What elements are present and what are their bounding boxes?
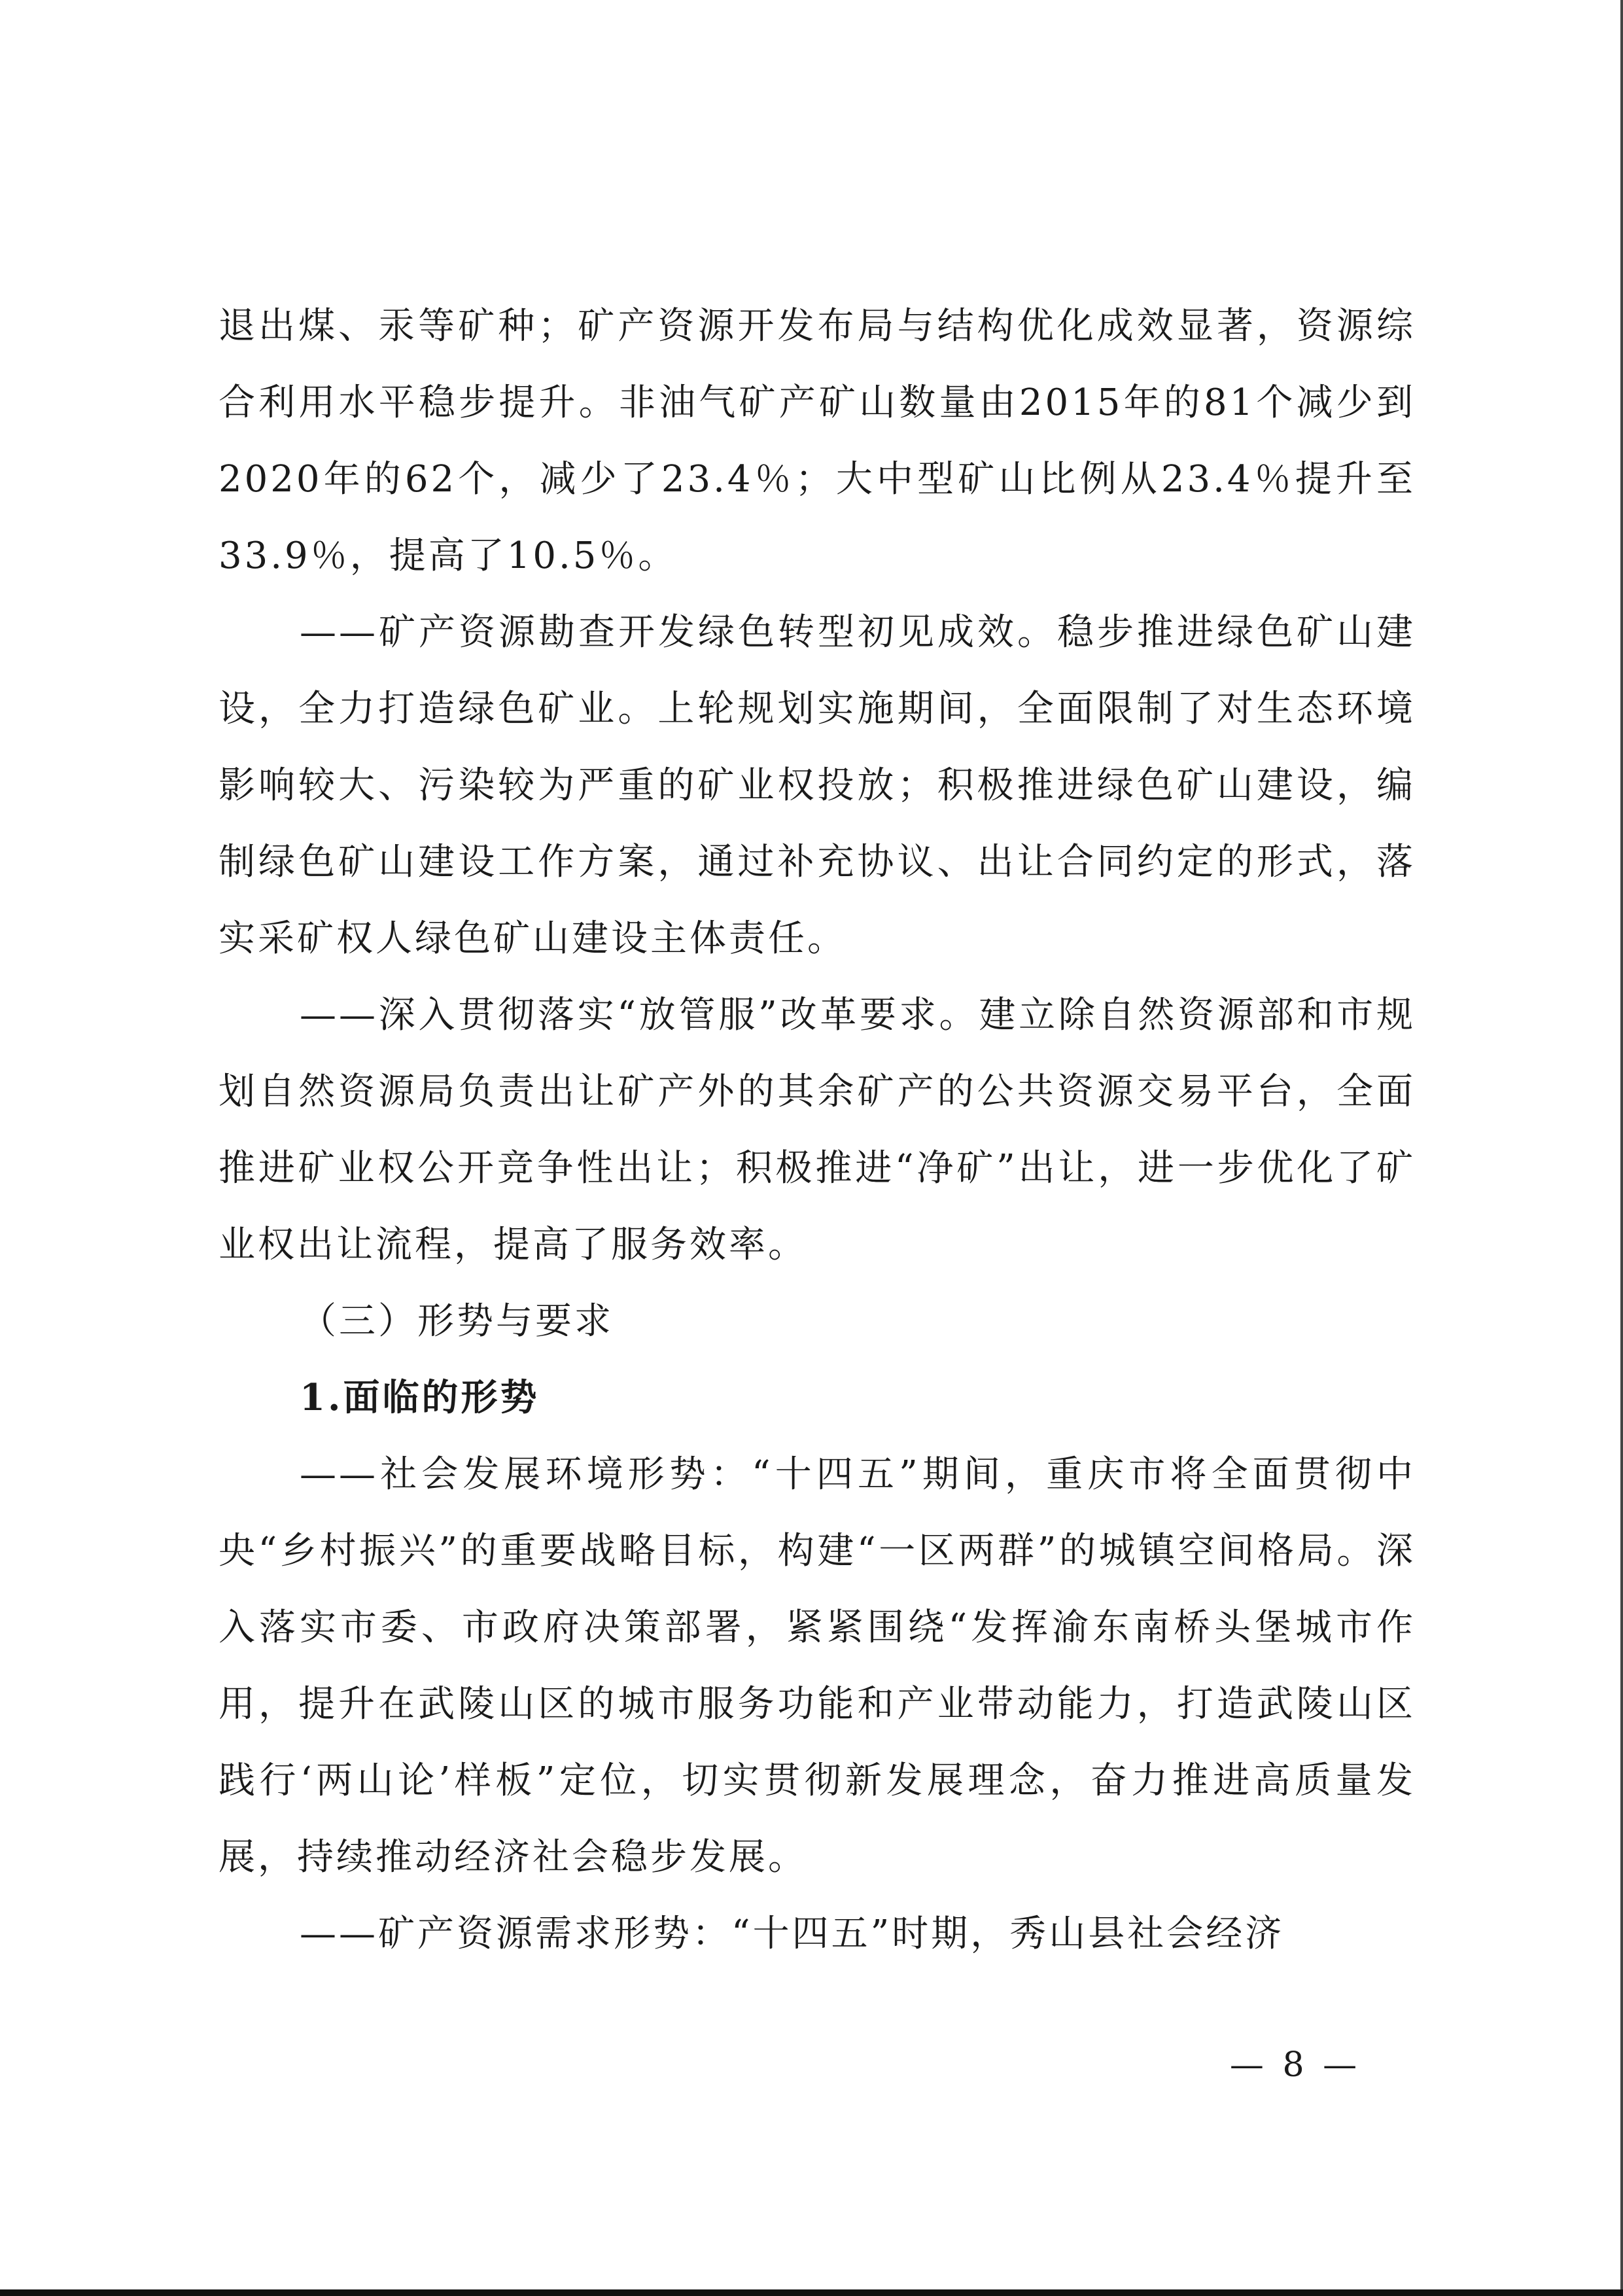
paragraph-reform: ——深入贯彻落实“放管服”改革要求。建立除自然资源部和市规划自然资源局负责出让矿产外的其余矿产的公共资源交易平台，全面推进矿业权公开竞争性出让；积极推进“净矿”出让，进一步优化了矿业权出让流程，提高了服务效率。 bbox=[218, 994, 1416, 1266]
page-number: — 8 — bbox=[1229, 2045, 1361, 2085]
paragraph-mining-layout: 退出煤、汞等矿种；矿产资源开发布局与结构优化成效显著，资源综合利用水平稳步提升。非油气矿产矿山数量由2015年的81个减少到2020年的62个，减少了23.4％；大中型矿山比例从23.4％提升至33.9％，提高了10.5％。 bbox=[218, 305, 1416, 577]
body-text bbox=[218, 288, 1416, 1972]
subsection-heading: 1.面临的形势 bbox=[300, 1376, 540, 1419]
scan-edge-bottom bbox=[0, 2289, 1623, 2296]
paragraph-resource-demand: ——矿产资源需求形势：“十四五”时期，秀山县社会经济 bbox=[300, 1913, 1285, 1955]
paragraph-green-transition: ——矿产资源勘查开发绿色转型初见成效。稳步推进绿色矿山建设，全力打造绿色矿业。上轮规划实施期间，全面限制了对生态环境影响较大、污染较为严重的矿业权投放；积极推进绿色矿山建设，编制绿色矿山建设工作方案，通过补充协议、出让合同约定的形式，落实采矿权人绿色矿山建设主体责任。 bbox=[218, 611, 1416, 960]
section-heading: （三）形势与要求 bbox=[300, 1300, 614, 1343]
scan-edge-right bbox=[1620, 0, 1623, 2296]
paragraph-social-environment: ——社会发展环境形势：“十四五”期间，重庆市将全面贯彻中央“乡村振兴”的重要战略目标，构建“一区两群”的城镇空间格局。深入落实市委、市政府决策部署，紧紧围绕“发挥渝东南桥头堡城市作用，提升在武陵山区的城市服务功能和产业带动能力，打造武陵山区践行‘两山论’样板”定位，切实贯彻新发展理念，奋力推进高质量发展，持续推动经济社会稳步发展。 bbox=[218, 1453, 1416, 1879]
